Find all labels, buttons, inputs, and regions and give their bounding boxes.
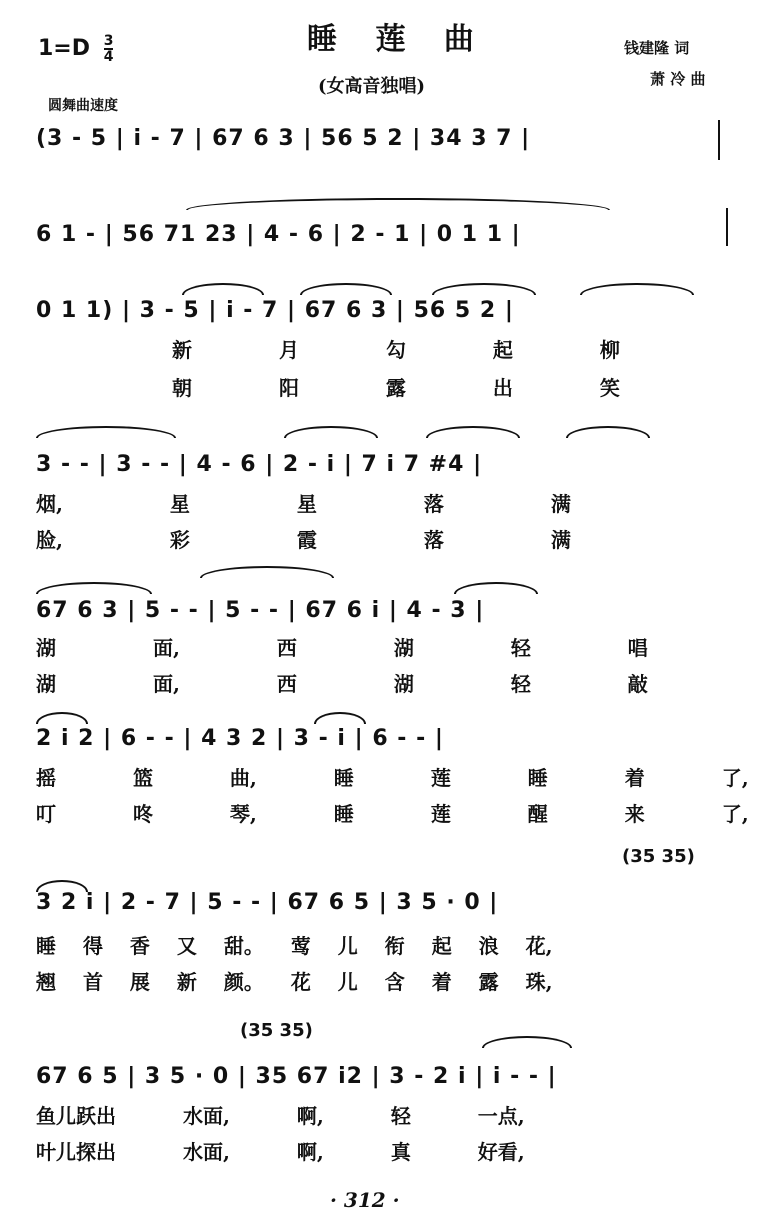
slur	[200, 566, 334, 578]
score-line-7: 3 2 i | 2 - 7 | 5 - - | 67 6 5 | 3 5 · 0 |	[36, 890, 499, 915]
slur	[482, 1036, 572, 1048]
slur	[36, 582, 152, 594]
lyricist-credit: 钱建隆 词	[624, 39, 690, 57]
lyrics-verse-2: 脸, 彩 霞 落 满	[36, 528, 571, 552]
slur	[36, 426, 176, 438]
slur	[580, 283, 694, 295]
slur	[182, 283, 264, 295]
slur	[432, 283, 536, 295]
lyrics-verse-1: 新 月 勾 起 柳	[172, 338, 620, 362]
barline	[718, 120, 720, 160]
score-line-8: 67 6 5 | 3 5 · 0 | 35 67 i2 | 3 - 2 i | i - - |	[36, 1064, 557, 1089]
lyrics-verse-1: 鱼儿跃出 水面, 啊, 轻 一点,	[36, 1104, 525, 1128]
slur	[454, 582, 538, 594]
key-signature	[38, 34, 113, 64]
slur	[300, 283, 392, 295]
slur	[36, 712, 88, 724]
slur	[566, 426, 650, 438]
lyrics-verse-2: 叶儿探出 水面, 啊, 真 好看,	[36, 1140, 525, 1164]
score-line-4: 3 - - | 3 - - | 4 - 6 | 2 - i | 7 i 7 #4 |	[36, 452, 483, 477]
score-line-6: 2 i 2 | 6 - - | 4 3 2 | 3 - i | 6 - - |	[36, 726, 444, 751]
song-subtitle: (女高音独唱)	[318, 76, 426, 97]
time-top: 3	[103, 33, 114, 49]
tempo-marking: 圆舞曲速度	[48, 98, 118, 114]
page-number: · 312 ·	[330, 1188, 400, 1212]
composer-credit: 萧 冷 曲	[650, 70, 706, 88]
score-line-1: (3 - 5 | i - 7 | 67 6 3 | 56 5 2 | 34 3 7 |	[36, 126, 531, 151]
lyrics-verse-1: 烟, 星 星 落 满	[36, 492, 571, 516]
lyrics-verse-2: 朝 阳 露 出 笑	[172, 376, 620, 400]
time-bottom: 4	[103, 49, 114, 65]
optional-notes: (35 35)	[240, 1020, 313, 1041]
optional-notes: (35 35)	[622, 846, 695, 867]
barline	[726, 208, 728, 246]
lyrics-verse-2: 湖 面, 西 湖 轻 敲	[36, 672, 648, 696]
lyrics-verse-2: 翘 首 展 新 颜。 花 儿 含 着 露 珠,	[36, 970, 553, 994]
lyrics-verse-1: 湖 面, 西 湖 轻 唱	[36, 636, 648, 660]
slur	[186, 198, 610, 210]
score-line-2: 6 1 - | 56 71 23 | 4 - 6 | 2 - 1 | 0 1 1 |	[36, 222, 521, 247]
key-text: 1=D	[38, 36, 91, 61]
lyrics-verse-1: 摇 篮 曲, 睡 莲 睡 着 了,	[36, 766, 749, 790]
slur	[284, 426, 378, 438]
lyrics-verse-1: 睡 得 香 又 甜。 莺 儿 衔 起 浪 花,	[36, 934, 553, 958]
lyrics-verse-2: 叮 咚 琴, 睡 莲 醒 来 了,	[36, 802, 749, 826]
song-title: 睡 莲 曲	[307, 22, 488, 57]
slur	[426, 426, 520, 438]
slur	[314, 712, 366, 724]
score-line-5: 67 6 3 | 5 - - | 5 - - | 67 6 i | 4 - 3 |	[36, 598, 485, 623]
score-line-3: 0 1 1) | 3 - 5 | i - 7 | 67 6 3 | 56 5 2 |	[36, 298, 514, 323]
time-signature	[104, 34, 114, 64]
